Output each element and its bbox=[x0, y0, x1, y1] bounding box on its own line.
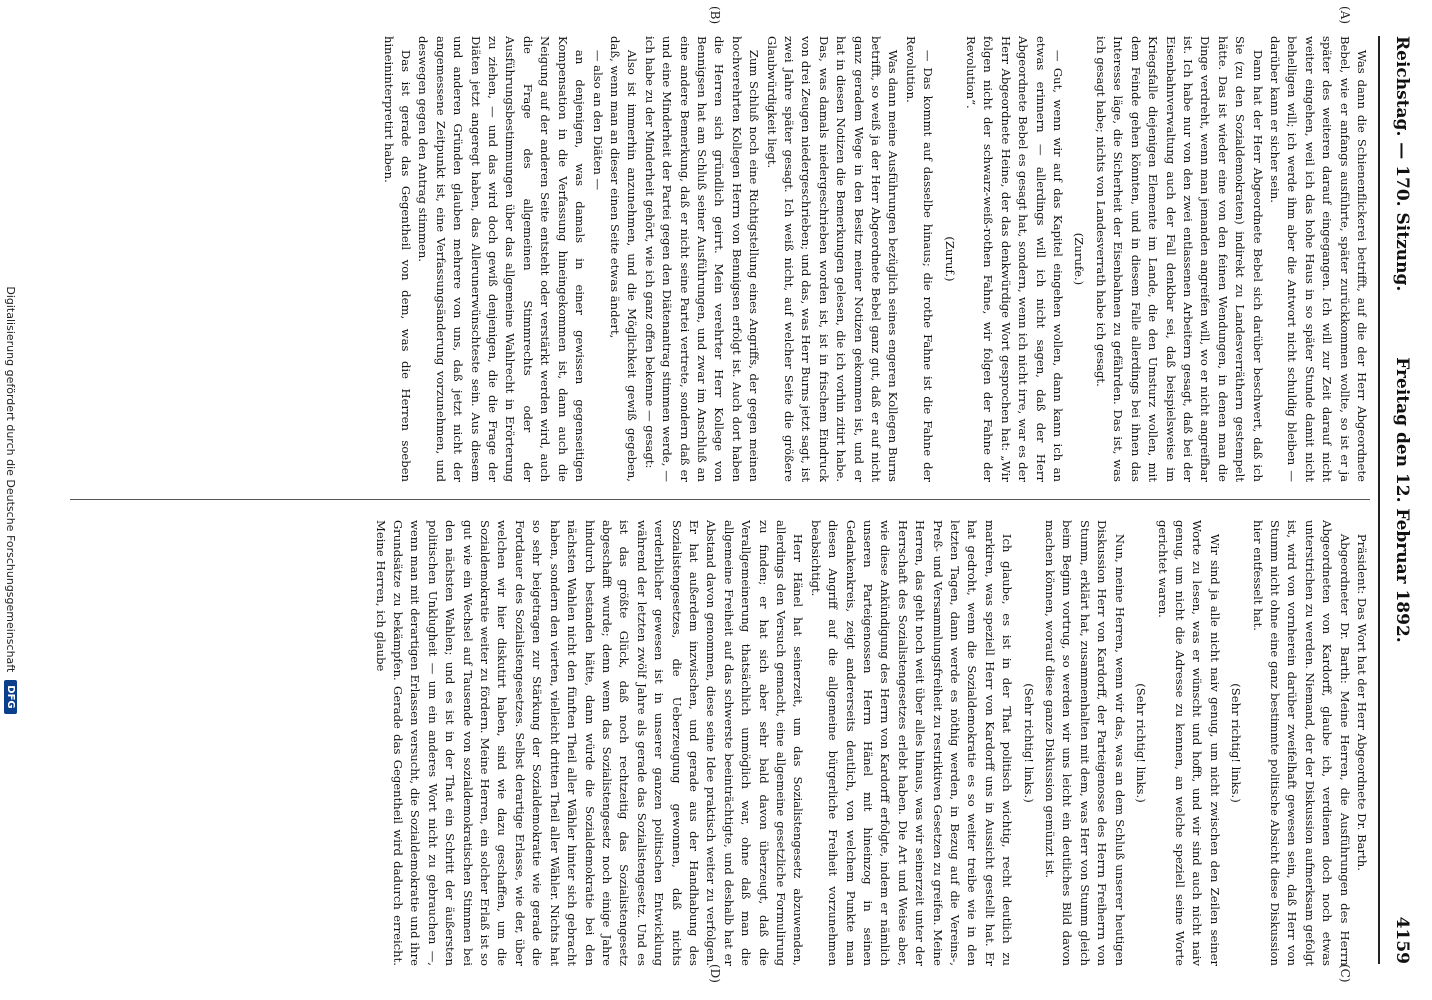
paragraph: Zum Schluß noch eine Richtigstellung eines Angriffs, der gegen meinen hochverehrten Kollegen Herrn von Bennigsen erfolgt ist. Auch dort haben die Herren sich gründlich geirrt. Mein verehrter Herr Kollege von Bennigsen hat am Schluß seiner Ausführungen, und zwar im Anschluß an eine andere Bemerkung, daß er nicht seine Partei vertrete, sondern daß er und eine Minderheit der Partei gegen den Diätenantrag stimmen werde, — ich habe zu der Minderheit gehört, wie ich ganz offen bekenne — gesagt: bbox=[642, 36, 762, 482]
margin-mark-c: (C) bbox=[1338, 964, 1352, 983]
page-number: 4159 bbox=[1392, 916, 1412, 964]
paragraph: an denjenigen, was damals in einer gewissen gegenseitigen Kompensation in die Verfassung hineingekommen ist, dann auch die Neigung auf der anderen Seite entsteht oder verstärkt werden wird, auch die Frage des allgemeinen Stimmrechts oder der Ausführungsbestimmungen über das allgemeine Wahlrecht in Erörterung zu ziehen, — und das wird doch gewiß denjenigen, die die Frage der Diäten jetzt angeregt haben, das Allerunerwünschteste sein. Aus diesem und anderen Gründen glauben mehrere von uns, daß jetzt nicht der angemessene Zeitpunkt ist, eine Verfassungsänderung vorzunehmen, und deswegen gegen den Antrag stimmen. bbox=[416, 36, 588, 482]
interjection: (Sehr richtig! links.) bbox=[1229, 683, 1244, 803]
paragraph: — Das kommt auf dasselbe hinaus; die rothe Fahne ist die Fahne der Revolution. bbox=[903, 36, 936, 482]
paragraph: Dann hat der Herr Abgeordnete Bebel sich darüber beschwert, daß ich Sie (zu den Sozialdemokraten) indirekt zu Landesverräthern gestempelt hätte. Das ist wieder eine von den feinen Wendungen, in denen man die Dinge verdreht, wenn man jemanden angreifen will, wo er nicht angreifbar ist. Ich habe nur von den zwei entlassenen Arbeitern gesagt, daß bei der Eisenbahnverwaltung auch der Fall denkbar sei, daß beispielsweise im Kriegsfalle diejenigen Elemente im Lande, die den Umsturz wollen, mit dem Feinde gehen könnten, und in diesem Falle allerdings bei ihnen das Interesse läge, die Sicherheit der Eisenbahnen zu gefährden. Das ist, was ich gesagt habe; nichts von Landesverrath habe ich gesagt. bbox=[1093, 36, 1265, 482]
dfg-logo: DFG bbox=[5, 680, 18, 713]
left-column bbox=[70, 36, 1370, 482]
header-date: Freitag den 12. Februar 1892. bbox=[1392, 357, 1412, 643]
header-session: Reichstag. — 170. Sitzung. bbox=[1392, 36, 1412, 292]
paragraph: Was dann meine Ausführungen bezüglich seines engeren Kollegen Burns betrifft, so weiß ja der Herr Abgeordnete Bebel ganz gut, daß er auf nicht ganz geradem Wege in den Besitz meiner Notizen gekommen ist, und er hat in diesen Notizen die Bemerkungen gelesen, die ich vorhin zitirt habe. Das, was damals niedergeschrieben worden ist, ist in frischem Eindruck von drei Zeugen niedergeschrieben; und das, was Herr Burns jetzt sagt, ist zwei Jahre später gesagt. Ich weiß nicht, auf welcher Seite die größere Glaubwürdigkeit liegt. bbox=[764, 36, 901, 482]
paragraph: Das ist gerade das Gegentheil von dem, was die Herren soeben hineininterpretirt haben. bbox=[381, 36, 414, 482]
footer-text: Digitalisierung gefördert durch die Deutsche Forschungsgemeinschaft bbox=[4, 286, 18, 673]
interjection: (Zurufe.) bbox=[1072, 232, 1087, 286]
paragraph: — Gut, wenn wir auf das Kapitel eingehen wollen, dann kann ich an etwas erinnern — allerdings will ich nicht sagen, daß der Herr Abgeordnete Bebel es gesagt hat, sondern, wenn ich nicht irre, war es der Herr Abgeordnete Heine, der das denkwürdige Wort gesprochen hat: „Wir folgen nicht der schwarz-weiß-rothen Fahne, wir folgen der Fahne der Revolution“. bbox=[964, 36, 1066, 482]
paragraph: Ich glaube, es ist in der That politisch wichtig, recht deutlich zu markiren, was speziell Herr von Kardorff uns in Aussicht gestellt hat. Er hat gedroht, wenn die Sozialdemokratie es so weiter treibe wie in den letzten Tagen, dann werde es nöthig werden, in Bezug auf die Vereins-, Preß- und Versammlungsfreiheit zu restriktiven Gesetzen zu greifen. Meine Herren, das geht noch weit über alles hinaus, was wir seinerzeit unter der Herrschaft des Sozialistengesetzes erlebt haben. Die Art und Weise aber, wie diese Ankündigung des Herrn von Kardorff erfolgte, indem er nämlich unseren Parteigenossen Herrn Hänel mit hineinzog in seinen Gedankenkreis, zeigt andererseits deutlich, von welchem Punkte man diesen Angriff auf die allgemeine bürgerliche Freiheit vorzunehmen beabsichtigt. bbox=[808, 520, 1015, 966]
paragraph: Was dann die Schienenflickerei betrifft, auf die der Herr Abgeordnete Bebel, wie er anfangs ausführte, später zurückkommen wollte, so ist er ja später des weiteren darauf eingegangen. Ich will zur Zeit darauf nicht weiter eingehen, weil ich das hohe Haus in so später Stunde damit nicht behelligen will; ich werde ihm aber die Antwort nicht schuldig bleiben — darüber kann er sicher sein. bbox=[1267, 36, 1369, 482]
right-column bbox=[70, 520, 1370, 966]
margin-mark-a: (A) bbox=[1338, 6, 1352, 25]
interjection: (Sehr richtig! links.) bbox=[1134, 683, 1149, 803]
paragraph: Nun, meine Herren, wenn wir das, was an dem Schluß unserer heutigen Diskussion Herr von Kardorff, der Parteigenosse des Herrn Freiherrn von Stumm, erklärt hat, zusammenhalten mit dem, was Herr von Stumm gleich beim Beginn vortrug, so werden wir uns leicht ein deutliches Bild davon machen können, worauf diese ganze Diskussion gemünzt ist. bbox=[1043, 520, 1127, 966]
margin-mark-d: (D) bbox=[708, 964, 722, 983]
interjection: (Zuruf.) bbox=[942, 236, 957, 282]
paragraph: Also ist immerhin anzunehmen, und die Möglichkeit gewiß gegeben, daß, wenn man an dieser einen Seite etwas ändert, bbox=[607, 36, 640, 482]
margin-mark-b: (B) bbox=[708, 6, 722, 25]
paragraph: Abgeordneter Dr. Barth: Meine Herren, die Ausführungen des Herrn Abgeordneten von Kardorff, glaube ich, verdienen doch noch etwas unterstrichen zu werden. Niemand, der der Diskussion aufmerksam gefolgt ist, wird von vornherein darüber zweifelhaft gewesen sein, daß Herr von Stumm nicht ohne eine ganz bestimmte politische Absicht diese Diskussion hier entfesselt hat. bbox=[1250, 520, 1352, 966]
paragraph: Präsident: Das Wort hat der Herr Abgeordnete Dr. Barth. bbox=[1355, 533, 1369, 871]
page-header bbox=[1378, 36, 1420, 964]
digitization-footer bbox=[0, 0, 22, 1000]
column-divider bbox=[70, 499, 1370, 500]
interjection: (Sehr richtig! links.) bbox=[1021, 683, 1036, 803]
paragraph: Herr Hänel hat seinerzeit, um das Sozialistengesetz abzuwenden, allerdings den Versuch gemacht, eine allgemeine gesetzliche Formulirung zu finden; er hat sich aber sehr bald davon überzeugt, daß die Verallgemeinerung thatsächlich unmöglich war, ohne daß man die allgemeine Freiheit auf das schwerste beeinträchtigte, und deshalb hat er Abstand davon genommen, diese seine Idee praktisch weiter zu verfolgen. Er hat außerdem inzwischen, und gerade aus der Handhabung des Sozialistengesetzes, die Ueberzeugung gewonnen, daß nichts verderblicher gewesen ist in unserer ganzen politischen Entwicklung während der letzten zwölf Jahre als gerade das Sozialistengesetz. Und es ist das größte Glück, daß noch rechtzeitig das Sozialistengesetz abgeschafft wurde; denn wenn das Sozialistengesetz noch einige Jahre hindurch bestanden hätte, dann würde die Sozialdemokratie bei den nächsten Wahlen nicht den fünften Theil aller Wähler hinter sich gebracht haben, sondern den vierten, vielleicht dritten Theil aller Wähler. Nichts hat so sehr beigetragen zur Stärkung der Sozialdemokratie wie gerade die Fortdauer des Sozialistengesetzes. Selbst derartige Erlasse, wie der, über welchen wir hier diskutirt haben, sind wie dazu geschaffen, um die Sozialdemokratie weiter zu fördern. Meine Herren, ein solcher Erlaß ist so gut wie ein Wechsel auf Tausende von sozialdemokratischen Stimmen bei den nächsten Wahlen; und es ist in der That ein Schritt der äußersten politischen Unklugheit — um ein anderes Wort nicht zu gebrauchen —, wenn man mit derartigen Erlassen versucht, die Sozialdemokratie und ihre Grundsätze zu bekämpfen. Gerade das Gegentheil wird dadurch erreicht. Meine Herren, ich glaube bbox=[373, 520, 806, 966]
paragraph: — also an den Diäten — bbox=[590, 49, 605, 191]
paragraph: Wir sind ja alle nicht naiv genug, um nicht zwischen den Zeilen seiner Worte zu lesen, was er wünscht und hofft, und wir sind auch nicht naiv genug, um nicht die Adresse zu kennen, an welche speziell seine Worte gerichtet waren. bbox=[1155, 520, 1222, 966]
